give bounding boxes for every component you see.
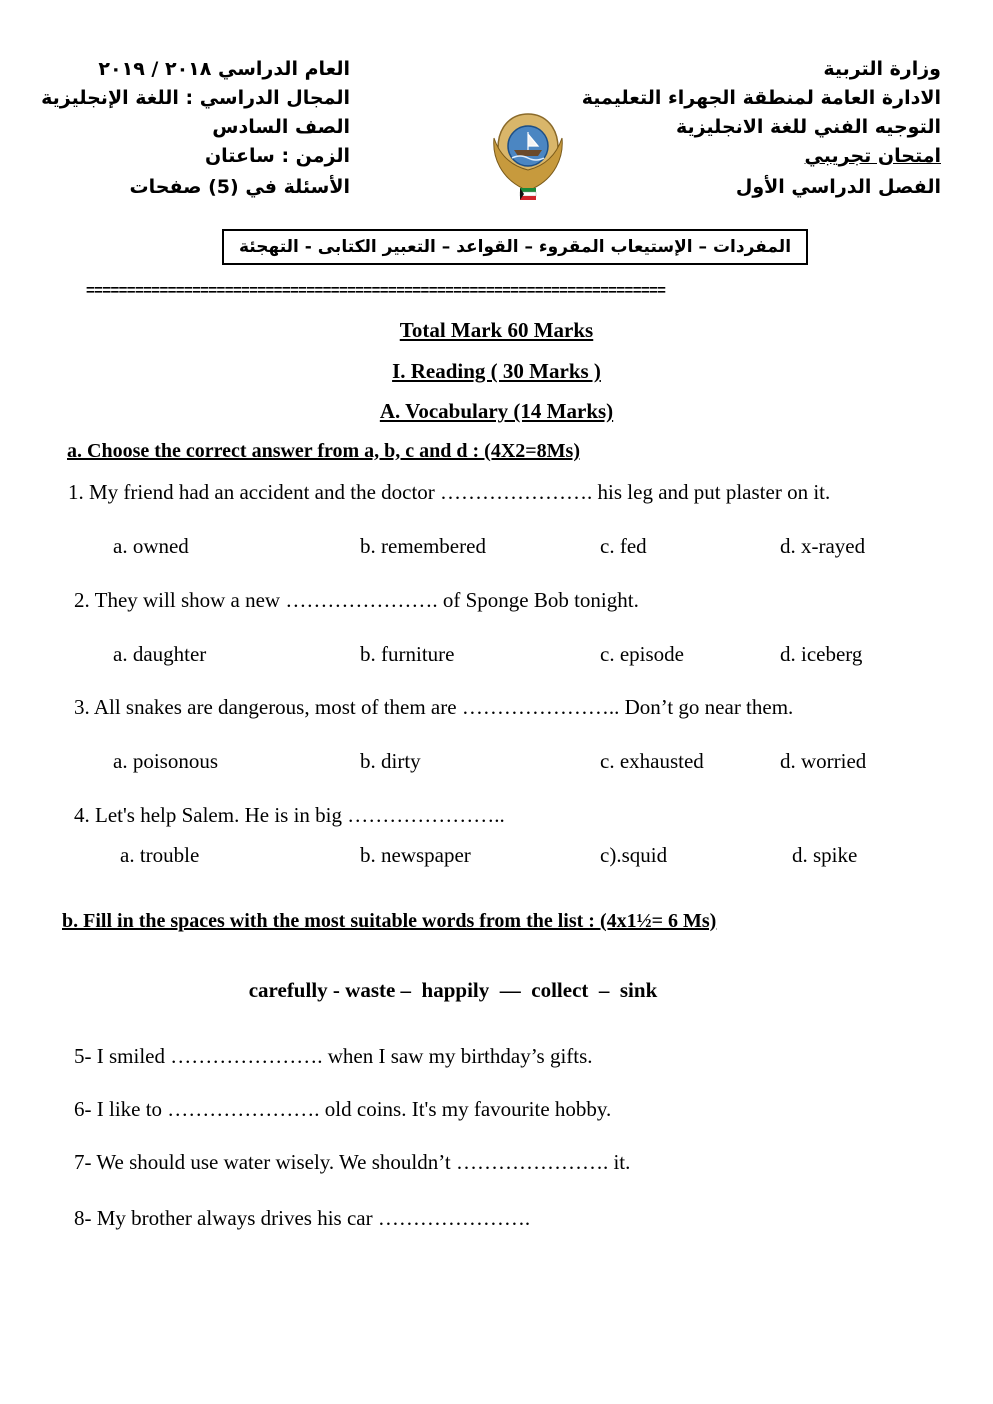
header-ministry: وزارة التربية <box>823 58 941 80</box>
header-exam-type: امتحان تجريبي <box>804 145 941 167</box>
question-5: 5- I smiled …………………. when I saw my birthday’s gifts. <box>74 1044 593 1068</box>
q3-option-a: a. poisonous <box>113 749 218 773</box>
q1-option-c: c. fed <box>600 534 647 558</box>
q1-option-d: d. x-rayed <box>780 534 866 558</box>
separator-line: ======================================================================= <box>86 282 666 299</box>
q2-option-c: c. episode <box>600 642 684 666</box>
q3-option-c: c. exhausted <box>600 749 704 773</box>
q4-option-b: b. newspaper <box>360 843 471 867</box>
question-8: 8- My brother always drives his car …………………. <box>74 1206 531 1230</box>
q1-option-a: a. owned <box>113 534 189 558</box>
subjects-text: المفردات – الإستيعاب المقروء – القواعد – التعبير الكتابى - التهجئة <box>238 237 792 257</box>
question-2: 2. They will show a new …………………. of Sponge Bob tonight. <box>74 588 639 612</box>
header-supervision: التوجيه الفني للغة الانجليزية <box>675 116 941 138</box>
q2-option-a: a. daughter <box>113 642 207 666</box>
header-semester: الفصل الدراسي الأول <box>735 176 941 198</box>
state-emblem-icon <box>488 108 568 208</box>
word-list: carefully - waste – happily — collect – sink <box>248 978 658 1002</box>
q2-option-b: b. furniture <box>360 642 455 666</box>
question-4: 4. Let's help Salem. He is in big ………………….. <box>74 803 505 827</box>
q1-option-b: b. remembered <box>360 534 486 558</box>
header-time: الزمن : ساعتان <box>204 145 350 167</box>
part-b-instruction: b. Fill in the spaces with the most suitable words from the list : (4x1½= 6 Ms) <box>62 910 717 932</box>
vocabulary-section-title: A. Vocabulary (14 Marks) <box>379 399 614 423</box>
q4-option-a: a. trouble <box>120 843 200 867</box>
q2-option-d: d. iceberg <box>780 642 863 666</box>
header-grade: الصف السادس <box>212 116 350 138</box>
header-subject: المجال الدراسي : اللغة الإنجليزية <box>41 87 350 109</box>
q3-option-d: d. worried <box>780 749 867 773</box>
q3-option-b: b. dirty <box>360 749 421 773</box>
q4-option-c: c).squid <box>600 843 668 867</box>
header-pages: الأسئلة في (5) صفحات <box>129 176 350 198</box>
part-a-instruction: a. Choose the correct answer from a, b, c and d : (4X2=8Ms) <box>67 440 580 462</box>
reading-section-title: I. Reading ( 30 Marks ) <box>392 359 601 383</box>
q4-option-d: d. spike <box>792 843 858 867</box>
subjects-box <box>222 229 808 265</box>
header-school-year: العام الدراسي ٢٠١٨ / ٢٠١٩ <box>98 58 350 80</box>
question-7: 7- We should use water wisely. We shouldn’t …………………. it. <box>74 1150 631 1174</box>
total-mark-title: Total Mark 60 Marks <box>399 318 594 342</box>
question-1: 1. My friend had an accident and the doctor …………………. his leg and put plaster on it. <box>68 480 831 504</box>
question-3: 3. All snakes are dangerous, most of them are ………………….. Don’t go near them. <box>74 695 794 719</box>
question-6: 6- I like to …………………. old coins. It's my favourite hobby. <box>74 1097 612 1121</box>
header-directorate: الادارة العامة لمنطقة الجهراء التعليمية <box>581 87 941 109</box>
